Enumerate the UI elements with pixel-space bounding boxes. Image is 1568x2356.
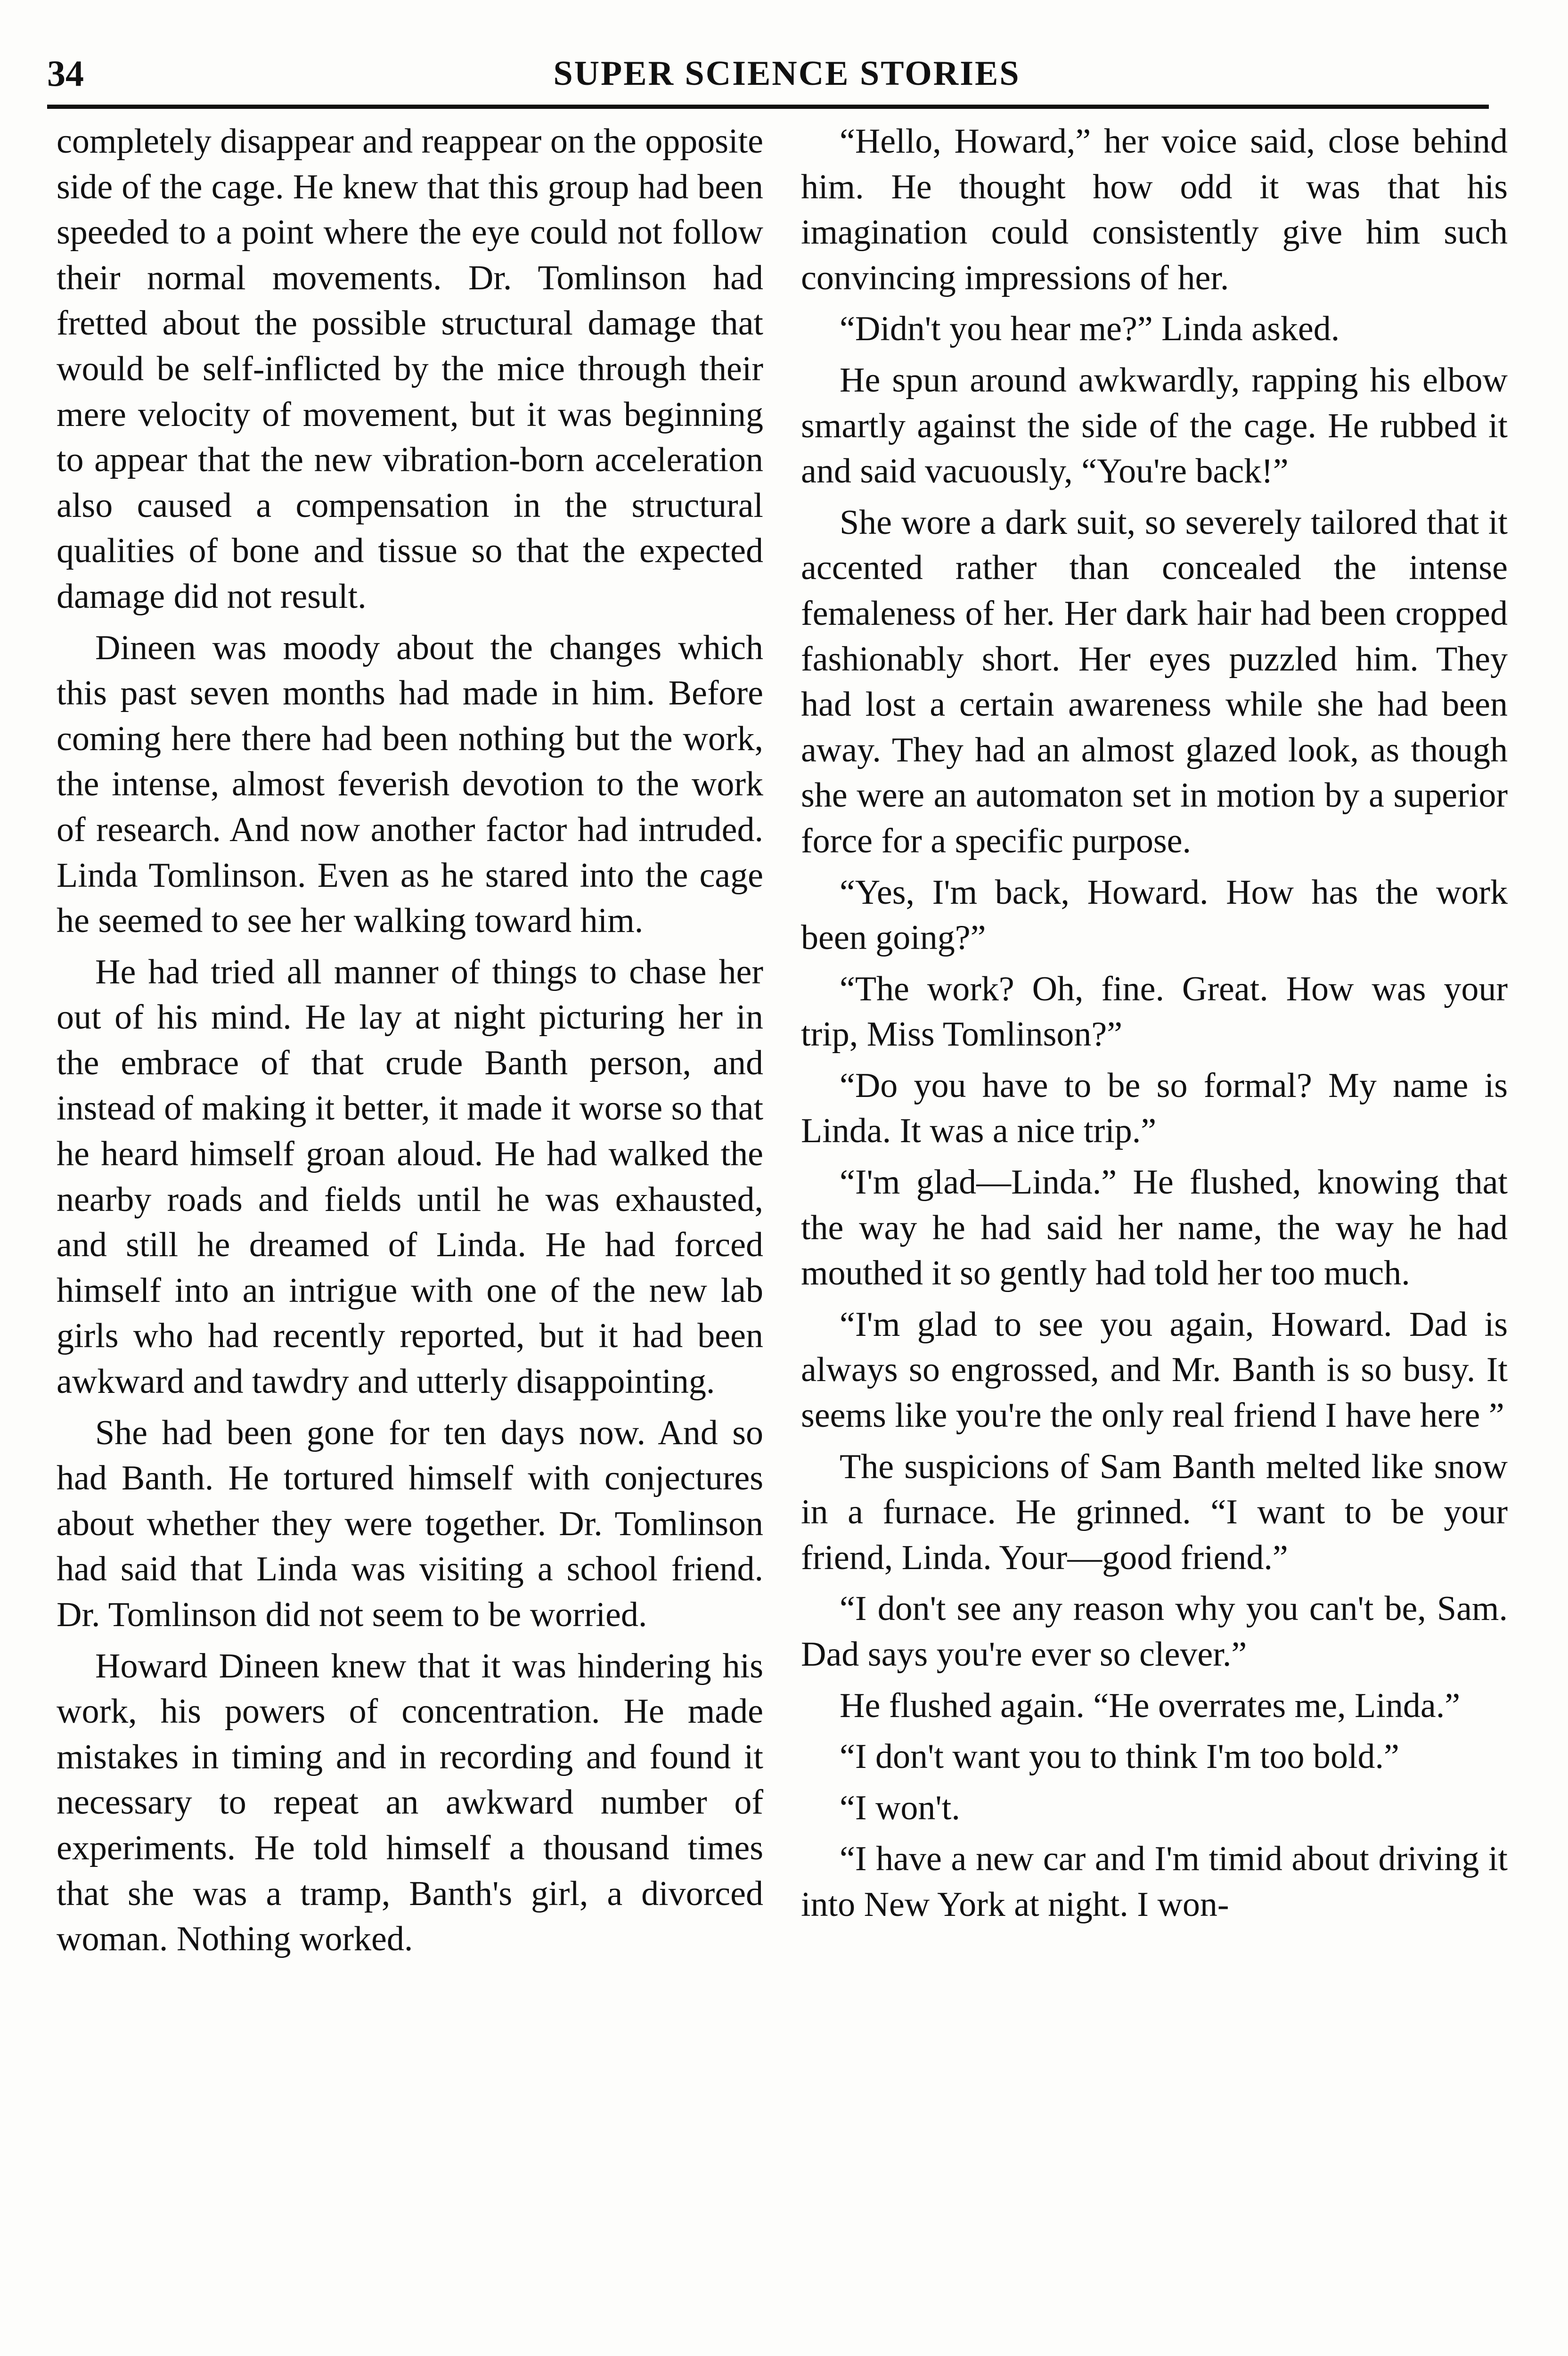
paragraph: “I'm glad—Linda.” He flushed, knowing that the way he had said her name, the way he had mouthed it so gently had told her too much. <box>801 1163 1508 1293</box>
right-column <box>801 119 1508 2343</box>
paragraph: Howard Dineen knew that it was hindering his work, his powers of concentration. He made mistakes in timing and in recording and found it necessary to repeat an awkward number of experiments. He told himself a thousand times that she was a tramp, Banth's girl, a divorced woman. Nothing worked. <box>57 1646 763 1959</box>
paragraph: “I don't want you to think I'm too bold.” <box>840 1737 1399 1776</box>
paragraph: She had been gone for ten days now. And so had Banth. He tortured himself with conjectures about whether they were together. Dr. Tomlinson had said that Linda was visiting a school friend. Dr. Tomlinson did not seem to be worried. <box>57 1413 763 1634</box>
paragraph: Dineen was moody about the changes which this past seven months had made in him. Before coming here there had been nothing but the work, the intense, almost feverish devotion to the work of research. And now another factor had intruded. Linda Tomlinson. Even as he stared into the cage he seemed to see her walking toward him. <box>57 628 763 941</box>
paragraph: “I'm glad to see you again, Howard. Dad is always so engrossed, and Mr. Banth is so busy. It seems like you're the only real friend I have here ” <box>801 1305 1508 1435</box>
paragraph: She wore a dark suit, so severely tailored that it accented rather than concealed the intense femaleness of her. Her dark hair had been cropped fashionably short. Her eyes puzzled him. They had lost a certain awareness while she had been away. They had an almost glazed look, as though she were an automaton set in motion by a superior force for a specific purpose. <box>801 503 1508 860</box>
paragraph: completely disappear and reappear on the opposite side of the cage. He knew that this group had been speeded to a point where the eye could not follow their normal movements. Dr. Tomlinson had fretted about the possible structural damage that would be self-inflicted by the mice through their mere velocity of movement, but it was beginning to appear that the new vibration-born acceleration also caused a compensation in the structural qualities of bone and tissue so that the expected damage did not result. <box>57 122 763 616</box>
paragraph: “Hello, Howard,” her voice said, close behind him. He thought how odd it was that his imagination could consistently give him such convincing impressions of her. <box>801 122 1508 297</box>
left-column <box>57 119 763 2343</box>
paragraph: “Yes, I'm back, Howard. How has the work been going?” <box>801 873 1508 957</box>
paragraph: He spun around awkwardly, rapping his elbow smartly against the side of the cage. He rubbed it and said vacuously, “You're back!” <box>801 360 1508 491</box>
paragraph: “I don't see any reason why you can't be, Sam. Dad says you're ever so clever.” <box>801 1589 1508 1674</box>
page-number: 34 <box>47 53 84 94</box>
header-rule <box>47 105 1489 109</box>
paragraph: “Do you have to be so formal? My name is Linda. It was a nice trip.” <box>801 1066 1508 1151</box>
paragraph: “Didn't you hear me?” Linda asked. <box>840 310 1340 349</box>
paragraph: “The work? Oh, fine. Great. How was your trip, Miss Tomlinson?” <box>801 969 1508 1054</box>
paragraph: “I won't. <box>840 1788 960 1827</box>
paragraph: He flushed again. “He overrates me, Linda.” <box>840 1686 1461 1725</box>
running-title: SUPER SCIENCE STORIES <box>553 54 1021 93</box>
paragraph: He had tried all manner of things to chase her out of his mind. He lay at night picturing her in the embrace of that crude Banth person, and instead of making it better, it made it worse so that he heard himself groan aloud. He had walked the nearby roads and fields until he was exhausted, and still he dreamed of Linda. He had forced himself into an intrigue with one of the new lab girls who had recently reported, but it had been awkward and tawdry and utterly disappointing. <box>57 952 763 1401</box>
paragraph: “I have a new car and I'm timid about driving it into New York at night. I won- <box>801 1840 1508 1924</box>
page-header <box>47 47 1489 99</box>
paragraph: The suspicions of Sam Banth melted like snow in a furnace. He grinned. “I want to be your friend, Linda. Your—good friend.” <box>801 1447 1508 1577</box>
